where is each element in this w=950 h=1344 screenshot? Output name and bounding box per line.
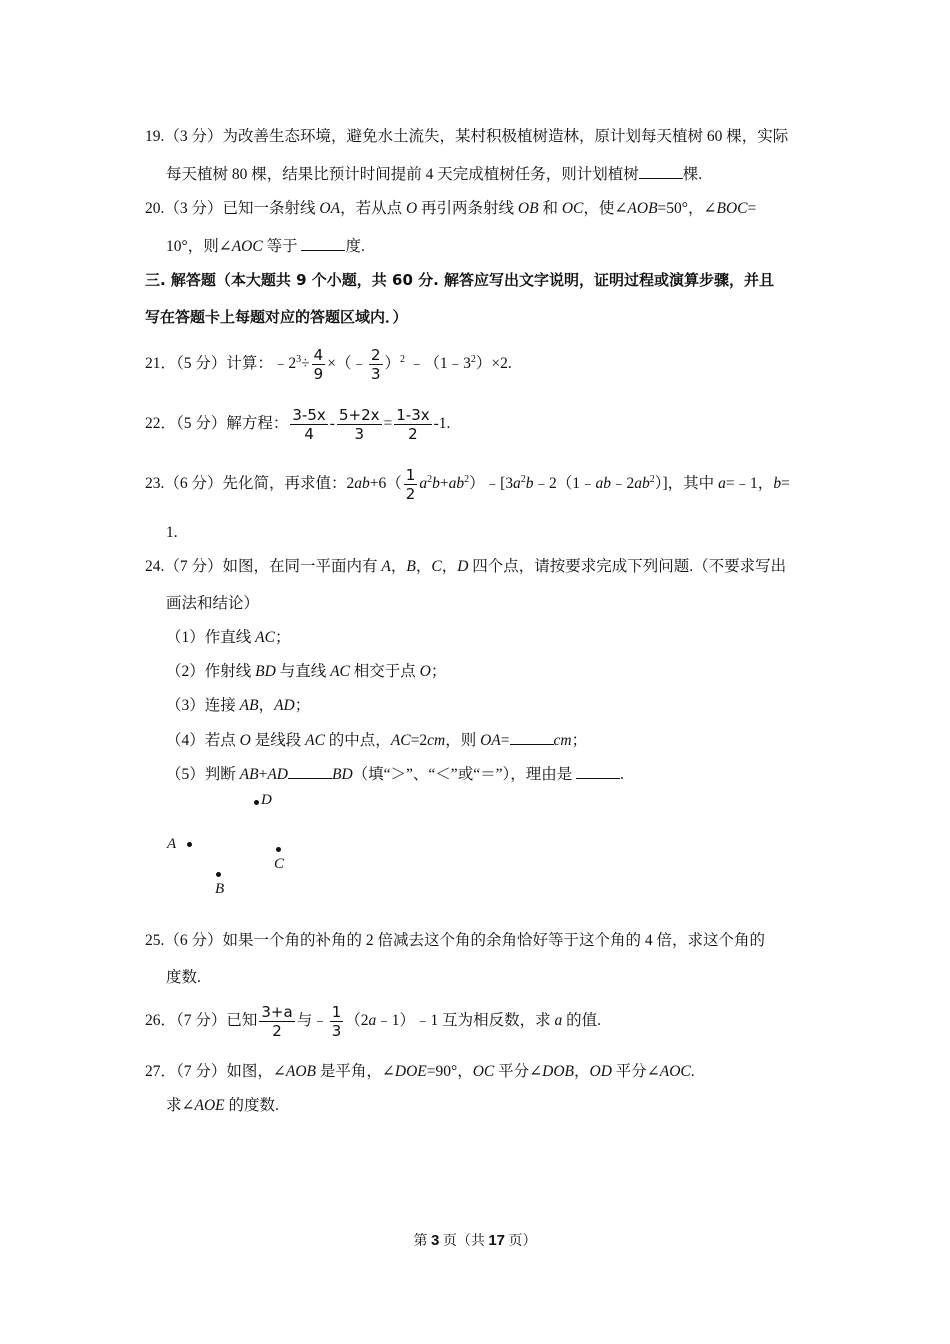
answer-blank — [301, 236, 345, 251]
q24-line1: 24.（7 分）如图，在同一平面内有 A，B，C，D 四个点，请按要求完成下列问题.（不要求写出 — [145, 558, 787, 575]
section-heading-line2: 写在答题卡上每题对应的答题区域内．） — [145, 308, 408, 326]
label-c: C — [274, 856, 285, 872]
q20-line2: 10°，则∠AOC 等于 度. — [166, 238, 365, 255]
point-d — [254, 800, 259, 805]
q25-line1: 25.（6 分）如果一个角的补角的 2 倍减去这个角的余角恰好等于这个角的 4 倍，求这个角的 — [145, 932, 766, 949]
q23-line2: 1. — [166, 524, 178, 541]
fraction: $\frac{1-3x}{2}$ — [396, 405, 430, 443]
q19-line1: 19.（3 分）为改善生态环境，避免水土流失，某村积极植树造林，原计划每天植树 60 棵，实际 — [145, 128, 789, 145]
q24-sub4: （4）若点 O 是线段 AC 的中点，AC=2cm，则 OA= cm； — [166, 732, 588, 749]
q24-sub3: （3）连接 AB，AD； — [166, 697, 311, 714]
q24-sub5: （5）判断 AB+AD BD（填“＞”、“＜”或“＝”），理由是 . — [166, 766, 624, 783]
answer-blank — [639, 164, 683, 179]
point-b — [216, 872, 221, 877]
page-number: 3 — [430, 1232, 440, 1249]
answer-blank — [576, 764, 620, 779]
q19-line2: 每天植树 80 棵，结果比预计时间提前 4 天完成植树任务，则计划植树 棵. — [166, 166, 703, 183]
page-footer: 第 3 页（共 17 页） — [413, 1232, 537, 1249]
q24-sub2: （2）作射线 BD 与直线 AC 相交于点 O； — [166, 663, 447, 680]
q24-line2: 画法和结论） — [166, 595, 260, 612]
label-a: A — [167, 836, 177, 852]
q20-line1: 20.（3 分）已知一条射线 OA，若从点 O 再引两条射线 OB 和 OC，使∠AOB=50°，∠BOC= — [145, 200, 757, 217]
fraction: $\frac{2}{3}$ — [370, 345, 381, 383]
label-d: D — [261, 792, 272, 808]
q24-sub1: （1）作直线 AC； — [166, 629, 291, 646]
q26: 26．（7 分）已知 $\frac{3+a}{2}$ 与﹣ $\frac{1}{3}$ （2a﹣1）﹣1 互为相反数，求 a 的值. — [145, 1002, 602, 1040]
q21: 21．（5 分）计算：$﹣2^3\div$ $\frac{4}{9}$ ×（﹣ $\frac{2}{3}$ ）$^2$ $﹣(1﹣3^2)\times 2$. — [145, 345, 512, 383]
q27-line2: 求∠AOE 的度数. — [166, 1097, 279, 1114]
page-total: 17 — [488, 1232, 506, 1249]
fraction: $\frac{3-5x}{4}$ — [292, 405, 326, 443]
q27-line1: 27．（7 分）如图，∠AOB 是平角，∠DOE=90°，OC 平分∠DOB，OD 平分∠AOC. — [145, 1063, 695, 1080]
q22: 22．（5 分）解方程： $\frac{3-5x}{4}$ - $\frac{5+2x}{3}$ = $\frac{1-3x}{2}$ -1. — [145, 405, 451, 443]
label-b: B — [215, 881, 225, 897]
fraction: $\frac{4}{9}$ — [313, 345, 324, 383]
fraction: $\frac{1}{2}$ — [405, 465, 416, 503]
point-c — [276, 847, 281, 852]
q23-line1: 23.（6 分）先化简，再求值：2ab+6（ $\frac{1}{2}$ $a^2b+ab^2)﹣[3a^2b﹣2(1﹣ab﹣2ab^2)]$，其中 a=﹣1，b= — [145, 465, 790, 503]
section-heading-line1: 三. 解答题（本大题共 9 个小题，共 60 分. 解答应写出文字说明，证明过程或演算步骤，并且 — [145, 271, 775, 289]
fraction: $\frac{5+2x}{3}$ — [338, 405, 380, 443]
fraction: $\frac{3+a}{2}$ — [261, 1002, 293, 1040]
answer-blank — [510, 730, 554, 745]
answer-blank — [288, 764, 332, 779]
q25-line2: 度数. — [166, 969, 201, 986]
fraction: $\frac{1}{3}$ — [331, 1002, 342, 1040]
point-a — [187, 842, 192, 847]
